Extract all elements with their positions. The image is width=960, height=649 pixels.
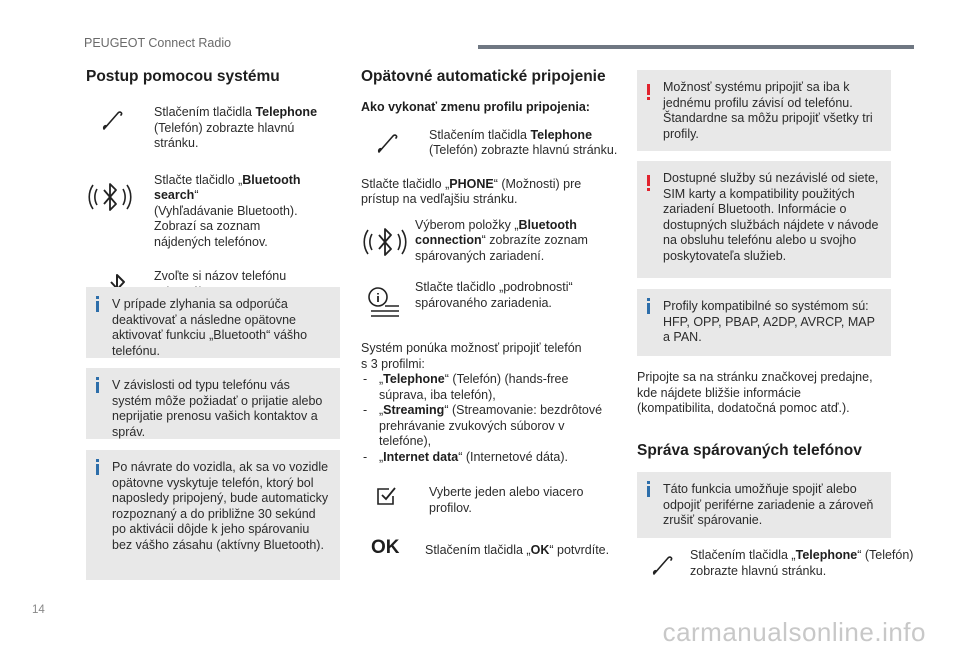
details-list-icon (365, 284, 405, 324)
list-item: - „Telephone“ (Telefón) (hands-free súprava, iba telefón), (361, 372, 619, 403)
warning-icon (647, 84, 650, 95)
paragraph-phone-options: Stlačte tlačidlo „PHONE“ (Možnosti) pre prístup na vedľajšiu stránku. (361, 176, 582, 206)
subheading: Ako vykonať zmenu profilu pripojenia: (361, 100, 590, 114)
paragraph-profiles-intro: Systém ponúka možnosť pripojiť telefón s 3 profilmi: (361, 341, 582, 371)
info-note-manage-paired: Táto funkcia umožňuje spojiť alebo odpojiť periférne zariadenie a zároveň zrušiť spárovanie. (637, 472, 891, 538)
bluetooth-search-icon (365, 222, 405, 262)
paragraph-dealer-website: Pripojte sa na stránku značkovej predajne, kde nájdete bližšie informácie (kompatibilita, dodatočná pomoc atď.). (637, 370, 873, 415)
list-item: - „Internet data“ (Internetové dáta). (361, 450, 619, 466)
step-details: Stlačte tlačidlo „podrobnosti“ spárovaného zariadenia. (365, 280, 619, 311)
phone-handset-icon (375, 130, 415, 170)
section-heading: Postup pomocou systému (86, 68, 280, 85)
info-icon (96, 464, 99, 475)
phone-handset-icon (650, 552, 690, 592)
checkbox-icon (375, 485, 415, 525)
step-telephone: Stlačením tlačidla „Telephone“ (Telefón) zobrazte hlavnú stránku. (650, 548, 920, 579)
info-note-contacts-transfer: V závislosti od typu telefónu vás systém môže požiadať o prijatie alebo neprijatie prenosu vašich kontaktov a správ. (86, 368, 340, 439)
step-telephone: Stlačením tlačidla Telephone (Telefón) zobrazte hlavnú stránku. (375, 128, 619, 159)
watermark: carmanualsonline.info (662, 617, 926, 647)
info-icon (96, 301, 99, 312)
step-bluetooth-search: Stlačte tlačidlo „Bluetooth search“ (Vyhľadávanie Bluetooth). Zobrazí sa zoznam nájdených telefónov. (90, 173, 340, 251)
step-telephone: Stlačením tlačidla Telephone (Telefón) zobrazte hlavnú stránku. (100, 105, 340, 152)
warning-icon (647, 175, 650, 186)
step-confirm-ok: OK Stlačením tlačidla „OK“ potvrdíte. (371, 543, 619, 559)
info-note-compatible-profiles: Profily kompatibilné so systémom sú: HFP, OPP, PBAP, A2DP, AVRCP, MAP a PAN. (637, 289, 891, 356)
info-note-auto-pairing: Po návrate do vozidla, ak sa vo vozidle opätovne vyskytuje telefón, ktorý bol naposledy pripojený, bude automaticky rozpoznaný a do približne 30 sekúnd po aktivácii dôjde k jeho spárovaniu bez vášho zásahu (aktívny Bluetooth). (86, 450, 340, 580)
bluetooth-search-icon (90, 177, 130, 217)
step-select-profiles: Vyberte jeden alebo viacero profilov. (375, 485, 619, 516)
warning-note-services: Dostupné služby sú nezávislé od siete, SIM karty a kompatibility použitých zariadení Bluetooth. Informácie o dostupných službách nájdete v návode na obsluhu telefónu alebo u svojho poskytovateľa služieb. (637, 161, 891, 278)
running-header: PEUGEOT Connect Radio (84, 36, 232, 50)
info-icon (96, 382, 99, 393)
column-3 (637, 370, 891, 460)
list-item: - „Streaming“ (Streamovanie: bezdrôtové prehrávanie zvukových súborov v telefóne), (361, 403, 619, 450)
column-1 (86, 62, 340, 300)
header-rule (478, 45, 914, 49)
info-icon (647, 303, 650, 314)
step-select-phone: Zvoľte si názov telefónu (100, 269, 340, 300)
ok-icon: OK (371, 537, 400, 558)
warning-note-profile-support: Možnosť systému pripojiť sa iba k jednému profilu závisí od telefónu. Štandardne sa môžu pripojiť všetky tri profily. (637, 70, 891, 151)
step-bluetooth-connection: Výberom položky „Bluetooth connection“ zobrazíte zoznam spárovaných zariadení. (365, 218, 619, 265)
phone-handset-icon (100, 107, 140, 147)
section-heading: Opätovné automatické pripojenie (361, 68, 606, 85)
info-icon (647, 486, 650, 497)
section-heading: Správa spárovaných telefónov (637, 441, 862, 459)
column-2 (361, 62, 619, 559)
page-number: 14 (32, 604, 45, 616)
info-note-reset-bluetooth: V prípade zlyhania sa odporúča deaktivovať a následne opätovne aktivovať funkciu „Bluetooth“ vášho telefónu. (86, 287, 340, 358)
profile-list (361, 372, 619, 465)
